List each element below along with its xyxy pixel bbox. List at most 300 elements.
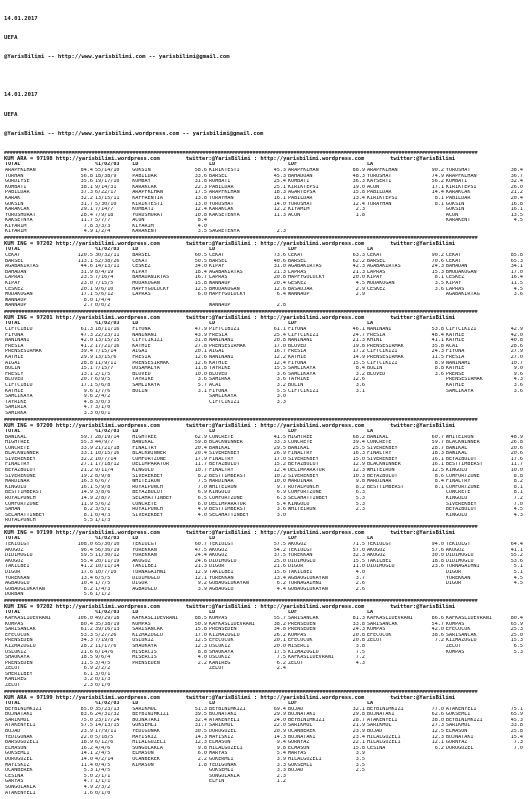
score-cell: 9.6: [83, 394, 93, 400]
horse-name-cell: MARDINAR: [287, 479, 313, 485]
horse-name-cell: SAMIRKA: [5, 410, 27, 416]
horse-name-cell: MISERCIS: [132, 649, 157, 655]
horse-name-cell: SONGULAKLA: [209, 773, 240, 779]
horse-name-cell: WANNAUP: [287, 292, 310, 298]
horse-name-cell: BULIN: [5, 366, 21, 372]
header-block-2: [4, 79, 524, 149]
column-header: LD: [132, 162, 139, 168]
score-cell: 4.0: [355, 569, 365, 575]
placings-cell: 5/27/26: [94, 632, 117, 638]
horse-name-cell: GOKSEMLI: [445, 712, 471, 718]
score-cell: 10.2: [273, 473, 286, 479]
placings-cell: 6/22/17: [94, 190, 117, 196]
horse-name-cell: DURBAN: [5, 592, 24, 598]
column-header: LD: [209, 247, 216, 253]
table-row: [4, 229, 524, 235]
horse-name-cell: USLUKIZ: [209, 655, 231, 661]
horse-name-cell: FINALTRY: [132, 445, 157, 451]
horse-name-cell: YURUSHAT: [287, 201, 313, 207]
horse-name-cell: YURUSHAT: [209, 201, 234, 207]
score-cell: 4.5: [513, 286, 523, 292]
placings-cell: 10/7/14: [94, 456, 117, 462]
horse-name-cell: PABILDAR: [5, 190, 30, 196]
score-cell: 20.4: [194, 451, 207, 457]
score-cell: 3.5: [355, 762, 365, 768]
horse-name-cell: SARIKMUL: [366, 723, 392, 729]
score-cell: 11.5: [80, 660, 93, 666]
placings-cell: 14/13/11: [94, 264, 120, 270]
horse-name-cell: YEDIGONAK: [209, 762, 237, 768]
score-cell: 8.2: [355, 484, 365, 490]
horse-name-cell: FRESLY: [5, 371, 24, 377]
score-cell: 55.7: [273, 615, 286, 621]
horse-name-cell: SIVEREKBEY: [366, 456, 398, 462]
horse-name-cell: ATAKENYELI: [209, 717, 240, 723]
horse-name-cell: SAMLIKAYA: [209, 394, 237, 400]
score-cell: 20.0: [273, 643, 286, 649]
score-cell: 6.5: [513, 643, 523, 649]
league-label: UEFA: [4, 111, 18, 118]
score-cell: 12.4: [273, 360, 286, 366]
horse-name-cell: COMFORTZONE: [209, 496, 243, 502]
score-cell: 5.7: [197, 382, 207, 388]
horse-name-cell: GOKSIN: [132, 167, 151, 173]
score-cell: 3.3: [276, 399, 286, 405]
horse-name-cell: KINGOLU: [445, 468, 468, 474]
horse-name-cell: SELAHATTINBEY: [287, 496, 328, 502]
horse-name-cell: AKOGUZ: [209, 553, 228, 559]
placings-cell: 7/15/5: [94, 281, 114, 287]
score-cell: 38.2: [273, 621, 286, 627]
score-cell: 3.6: [434, 286, 444, 292]
score-cell: 37.5: [273, 553, 286, 559]
horse-name-cell: BLACKWINNER: [132, 451, 166, 457]
horse-name-cell: KARAKCAK: [132, 184, 157, 190]
horse-name-cell: BLACKWINNER: [445, 440, 480, 446]
section-title: KUM ING = 97201 http://yarisbilimi.wordpress.com twitter:@YarisBilimi : http://yarisbilimi.wordpress.com twitter:@YarisBilimi: [4, 315, 456, 322]
horse-name-cell: KIRIKTEPSI: [366, 195, 398, 201]
score-cell: 12.6: [194, 354, 207, 360]
horse-name-cell: KATHIE: [445, 366, 465, 372]
horse-name-cell: KIPAY: [209, 264, 225, 270]
score-cell: 29.1: [80, 207, 93, 213]
horse-name-cell: [445, 791, 504, 797]
horse-name-cell: [366, 229, 425, 235]
horse-name-cell: COMFORTZONE: [287, 490, 322, 496]
score-cell: 77.0: [431, 706, 444, 712]
placings-cell: 10/15/16: [94, 451, 120, 457]
horse-name-cell: WANNAUP: [5, 297, 27, 303]
score-cell: 6.3: [355, 490, 365, 496]
placings-cell: 1/4/4: [94, 297, 111, 303]
placings-cell: 9/6/10: [94, 286, 114, 292]
horse-name-cell: KATHIE: [5, 354, 24, 360]
horse-name-cell: CONCRETE: [366, 440, 392, 446]
placings-cell: 49/29/18: [94, 615, 120, 621]
horse-name-cell: ZELOT: [445, 643, 462, 649]
column-header: LA: [366, 701, 374, 707]
horse-name-cell: KAFKASLIDEVRANI: [366, 615, 413, 621]
score-cell: 12.6: [194, 360, 207, 366]
score-cell: 47.9: [194, 327, 207, 332]
horse-name-cell: GOKSIN: [445, 201, 465, 207]
column-header: LD: [132, 701, 139, 707]
horse-name-cell: SARIKMUL: [5, 717, 30, 723]
placings-cell: 7/14/7: [94, 207, 114, 213]
contact-line: @YarisBilimi -- http://www.yarisbilimi.wordpress.com -- yarisbilimi@gmail.com: [4, 130, 264, 137]
score-cell: 65.3: [510, 258, 523, 264]
score-cell: 80.4: [80, 621, 93, 627]
score-cell: 59.7: [80, 434, 93, 440]
horse-name-cell: [208, 683, 267, 689]
score-cell: 11.7: [510, 462, 523, 468]
score-cell: 26.0: [510, 184, 523, 190]
score-cell: 9.6: [83, 388, 93, 394]
score-cell: 63.3: [352, 253, 365, 259]
score-cell: 12.5: [431, 468, 444, 474]
horse-name-cell: ELMASON: [132, 751, 154, 757]
placings-cell: 1/4/5: [94, 768, 111, 774]
horse-name-cell: SARISANCAK: [366, 621, 398, 627]
horse-name-cell: BEYBINIMKIZI: [445, 717, 483, 723]
score-cell: 12.3: [431, 734, 444, 740]
horse-name-cell: USLUKIZ: [132, 638, 154, 644]
horse-name-cell: HIGHTREE: [132, 434, 157, 440]
horse-name-cell: AGBAOGLU: [132, 586, 157, 592]
score-cell: 12.3: [194, 643, 207, 649]
horse-name-cell: KINGOLU: [445, 512, 468, 518]
placings-cell: 8/9/8: [94, 473, 111, 479]
score-cell: 16.1: [80, 484, 93, 490]
horse-name-cell: USLUKIZ: [209, 643, 231, 649]
score-cell: 11.0: [352, 564, 365, 570]
score-cell: 8.2: [83, 507, 93, 513]
score-cell: 42.3: [352, 264, 365, 270]
score-cell: 10.8: [194, 212, 207, 218]
score-cell: 54.2: [273, 547, 286, 553]
horse-name-cell: DIDIMOGLU: [445, 553, 474, 559]
horse-name-cell: BEYBINIMKIZI: [5, 706, 42, 712]
horse-name-cell: KINGOLU: [5, 484, 27, 490]
score-cell: 11.5: [510, 281, 523, 287]
column-header: %1/02/03: [94, 536, 120, 542]
horse-name-cell: BLOVED: [287, 343, 307, 349]
score-cell: [188, 518, 208, 524]
score-cell: 2.3: [83, 683, 93, 689]
horse-name-cell: [208, 592, 267, 598]
horse-name-cell: PRENSESIRMAK: [366, 343, 404, 349]
horse-name-cell: GORNYAZ: [445, 740, 468, 746]
score-cell: 20.6: [510, 451, 523, 457]
horse-name-cell: [366, 303, 425, 309]
horse-name-cell: KIMASON: [132, 762, 154, 768]
horse-name-cell: BESTTIMBERST: [366, 484, 404, 490]
horse-name-cell: DIDIMOGLU: [132, 575, 160, 581]
placings-cell: 9/11/4: [94, 468, 114, 474]
score-cell: 21.9: [352, 723, 365, 729]
score-cell: 30.5: [194, 729, 207, 735]
column-header: LDF: [287, 162, 298, 168]
horse-name-cell: GOKSEMLI: [132, 723, 157, 729]
horse-name-cell: BULIN: [366, 366, 383, 372]
score-cell: 11.3: [273, 212, 286, 218]
horse-name-cell: SARISANCAK: [132, 627, 163, 633]
horse-name-cell: KATHIE: [445, 338, 465, 344]
score-cell: 28.2: [80, 643, 93, 649]
score-cell: 16.2: [80, 745, 93, 751]
horse-name-cell: KIYAMIM: [287, 207, 310, 213]
placings-cell: 20/11/19: [94, 558, 120, 564]
horse-name-cell: [366, 411, 425, 417]
horse-name-cell: TURAYHAN: [366, 201, 392, 207]
score-cell: 4.9: [83, 784, 93, 790]
score-cell: 8.1: [513, 490, 523, 496]
horse-name-cell: DIGOR: [445, 581, 462, 587]
horse-name-cell: TURAYHAN: [209, 195, 234, 201]
horse-name-cell: BEYBINIMKIZI: [132, 712, 170, 718]
score-cell: 8.4: [434, 479, 444, 485]
horse-name-cell: TURHAN: [5, 173, 24, 179]
horse-name-cell: YURUSHURAT: [132, 212, 163, 218]
horse-name-cell: CONCRETE: [209, 434, 234, 440]
score-cell: 12.5: [194, 286, 207, 292]
score-cell: 26.9: [273, 451, 286, 457]
score-cell: [346, 518, 366, 524]
score-cell: 14.0: [273, 201, 286, 207]
score-cell: 8.1: [434, 201, 444, 207]
horse-name-cell: AGBAOGLU: [5, 581, 30, 587]
score-cell: 17.5: [273, 649, 286, 655]
score-cell: 20.0: [352, 275, 365, 281]
placings-cell: 17/21/16: [94, 343, 120, 349]
score-cell: 6.3: [276, 496, 286, 502]
horse-name-cell: ZELOT: [5, 666, 21, 672]
column-header: LDF: [287, 321, 298, 327]
score-cell: 4.3: [513, 377, 523, 383]
horse-name-cell: AGBAOGLU: [209, 586, 234, 592]
score-cell: 15.8: [194, 281, 207, 287]
placings-cell: 11/17/6: [94, 643, 117, 649]
horse-name-cell: [366, 518, 425, 524]
score-cell: 10.0: [194, 371, 207, 377]
score-cell: 11.9: [80, 501, 93, 507]
horse-name-cell: BOJAD: [366, 729, 383, 735]
header-block-1: [4, 3, 524, 73]
score-cell: [504, 683, 524, 689]
score-cell: 2.3: [276, 229, 286, 235]
horse-name-cell: FRESIA: [209, 332, 228, 338]
score-cell: [504, 229, 524, 235]
results-table: [4, 610, 524, 688]
horse-name-cell: KIYARIM: [5, 223, 27, 229]
horse-name-cell: CONCRETE: [287, 440, 313, 446]
horse-name-cell: WANNAUP: [209, 281, 231, 287]
horse-name-cell: CIFTCIKIZI: [366, 360, 398, 366]
results-table: [4, 429, 524, 524]
score-cell: 25.3: [510, 627, 523, 633]
horse-name-cell: BLOVED: [366, 371, 386, 377]
score-cell: 25.1: [273, 184, 286, 190]
score-cell: 12.5: [194, 638, 207, 644]
placings-cell: 11/9/11: [94, 360, 117, 366]
horse-name-cell: MARYAS: [287, 751, 307, 757]
horse-name-cell: USLUKIZ: [5, 649, 27, 655]
score-cell: 5.1: [513, 569, 523, 575]
results-table: [4, 701, 524, 796]
horse-name-cell: EFECOCUK: [5, 632, 30, 638]
horse-name-cell: CESINA: [5, 773, 24, 779]
placings-cell: 1/1/1: [94, 779, 111, 785]
score-cell: 2.9: [355, 292, 365, 298]
horse-name-cell: BOJNATAKI: [209, 712, 237, 718]
placings-cell: 5/6/8: [94, 382, 111, 388]
score-cell: 22.0: [80, 734, 93, 740]
horse-name-cell: SONGULAKLA: [132, 745, 163, 751]
separator-line: ##################################################################################################################################################################: [4, 689, 478, 695]
placings-cell: 1/2/4: [94, 229, 111, 235]
horse-name-cell: KOMPAS: [5, 621, 24, 627]
score-cell: 46.1: [352, 327, 365, 332]
horse-name-cell: CESKEZ: [5, 286, 24, 292]
score-cell: 3.6: [513, 388, 523, 394]
score-cell: 42.9: [510, 327, 523, 332]
score-cell: 55.3: [80, 440, 93, 446]
score-cell: 27.8: [194, 343, 207, 349]
score-cell: 6.9: [83, 666, 93, 672]
placings-cell: 9/14/31: [94, 184, 117, 190]
horse-name-cell: ARAPFKLHAN: [132, 190, 163, 196]
score-cell: 15.5: [352, 360, 365, 366]
score-cell: 24.7: [352, 332, 365, 338]
score-cell: 45.3: [273, 173, 286, 179]
horse-name-cell: KOMBATI: [132, 207, 154, 213]
score-cell: 42.0: [510, 332, 523, 338]
score-cell: 20.1: [80, 286, 93, 292]
placings-cell: 7/9/18: [94, 212, 114, 218]
horse-name-cell: ROYALPUNCH: [132, 484, 163, 490]
horse-name-cell: NANINANI: [209, 354, 234, 360]
score-cell: 34.8: [273, 627, 286, 633]
score-cell: 2.3: [276, 773, 286, 779]
horse-name-cell: YUREKKAN: [287, 553, 313, 559]
score-cell: 15.1: [80, 366, 93, 372]
placings-cell: 7/16/4: [94, 275, 114, 281]
score-cell: 6.0: [197, 292, 207, 298]
score-cell: 29.5: [273, 445, 286, 451]
score-cell: 40.8: [510, 338, 523, 344]
score-cell: 32.4: [194, 717, 207, 723]
horse-name-cell: GURDIYSE: [5, 179, 30, 185]
separator-line: ##################################################################################################################################################################: [4, 417, 478, 423]
table-row: [4, 411, 524, 417]
horse-name-cell: HILALGUZELI: [132, 740, 166, 746]
score-cell: 20.7: [80, 377, 93, 383]
column-header: TOTAL: [5, 536, 21, 542]
score-cell: 4.5: [513, 581, 523, 587]
score-cell: 4.9: [197, 507, 207, 513]
score-cell: 9.4: [276, 740, 286, 746]
horse-name-cell: YUREKKAN: [209, 575, 234, 581]
score-cell: 4.3: [513, 512, 523, 518]
horse-name-cell: CIFTCIKIZI: [287, 388, 319, 394]
horse-name-cell: YURUSHURAT: [5, 212, 36, 218]
section-title: KUM ING = 97202 http://yarisbilimi.wordpress.com twitter:@YarisBilimi : http://yarisbilimi.wordpress.com twitter:@YarisBilimi: [4, 241, 456, 248]
score-cell: 14.0: [80, 757, 93, 762]
score-cell: 29.9: [80, 354, 93, 360]
horse-name-cell: WHITEIRON: [209, 484, 237, 490]
race-section: [4, 599, 524, 689]
horse-name-cell: TEKIULGT: [209, 542, 234, 547]
horse-name-cell: SIVEREKONE: [5, 473, 36, 479]
score-cell: 56.8: [80, 173, 93, 179]
score-cell: 40.6: [273, 258, 286, 264]
horse-name-cell: TEKIULGT: [5, 542, 30, 547]
score-cell: 33.8: [510, 723, 523, 729]
score-cell: 96.4: [80, 547, 93, 553]
horse-name-cell: HILALGUZELI: [366, 734, 401, 740]
horse-name-cell: ELMASON: [5, 745, 27, 751]
horse-name-cell: TEKIULGT: [366, 542, 392, 547]
horse-name-cell: AKOGUZ: [287, 542, 307, 547]
score-cell: 28.4: [80, 212, 93, 218]
score-cell: 28.7: [431, 445, 444, 451]
horse-name-cell: SIVEREKBEY: [209, 451, 240, 457]
horse-name-cell: CESINA: [366, 745, 386, 751]
horse-name-cell: KIZMAZOGLU: [287, 649, 319, 655]
horse-name-cell: KIPAY: [5, 281, 21, 287]
score-cell: 65.9: [510, 621, 523, 627]
horse-name-cell: MODAKOGAN: [366, 281, 395, 287]
placings-cell: 1/7/5: [94, 581, 111, 587]
horse-name-cell: LAPRAS: [287, 269, 307, 275]
horse-name-cell: SIVEREKBEY: [287, 456, 319, 462]
placings-cell: 1/4/3: [94, 586, 111, 592]
horse-name-cell: BEYBINIMKIZI: [287, 717, 325, 723]
score-cell: 50.9: [194, 621, 207, 627]
score-cell: 62.9: [194, 434, 207, 440]
horse-name-cell: KOMPAS: [132, 621, 151, 627]
score-cell: 120.5: [77, 253, 93, 259]
score-cell: 21.6: [80, 649, 93, 655]
results-table: [4, 536, 524, 598]
horse-name-cell: DIGOR: [5, 569, 21, 575]
horse-name-cell: TAYRIKE: [132, 377, 154, 383]
horse-name-cell: EFECOCUK: [366, 632, 392, 638]
horse-name-cell: BLACKWINNER: [209, 440, 243, 446]
horse-name-cell: COMFORTZONE: [5, 501, 39, 507]
horse-name-cell: CIFTCIKIZI: [209, 399, 240, 405]
score-cell: 25.5: [352, 445, 365, 451]
score-cell: 21.3: [352, 269, 365, 275]
score-cell: 45.3: [510, 717, 523, 723]
score-cell: 30.0: [431, 553, 444, 559]
horse-name-cell: ZELOT: [366, 638, 383, 644]
score-cell: [188, 791, 208, 797]
score-cell: 5.3: [355, 496, 365, 502]
score-cell: 15.8: [352, 745, 365, 751]
score-cell: 18.3: [273, 190, 286, 196]
horse-name-cell: KIPAY: [445, 281, 462, 287]
score-cell: 3.2: [83, 677, 93, 683]
score-cell: 1.2: [276, 779, 286, 785]
horse-name-cell: [287, 791, 346, 797]
horse-name-cell: AIGAI: [132, 349, 148, 355]
score-cell: 20.4: [273, 281, 286, 287]
score-cell: 60.7: [431, 434, 444, 440]
score-cell: 9.6: [513, 371, 523, 377]
placings-cell: 3/5/1: [94, 507, 111, 513]
race-section: [4, 525, 524, 598]
